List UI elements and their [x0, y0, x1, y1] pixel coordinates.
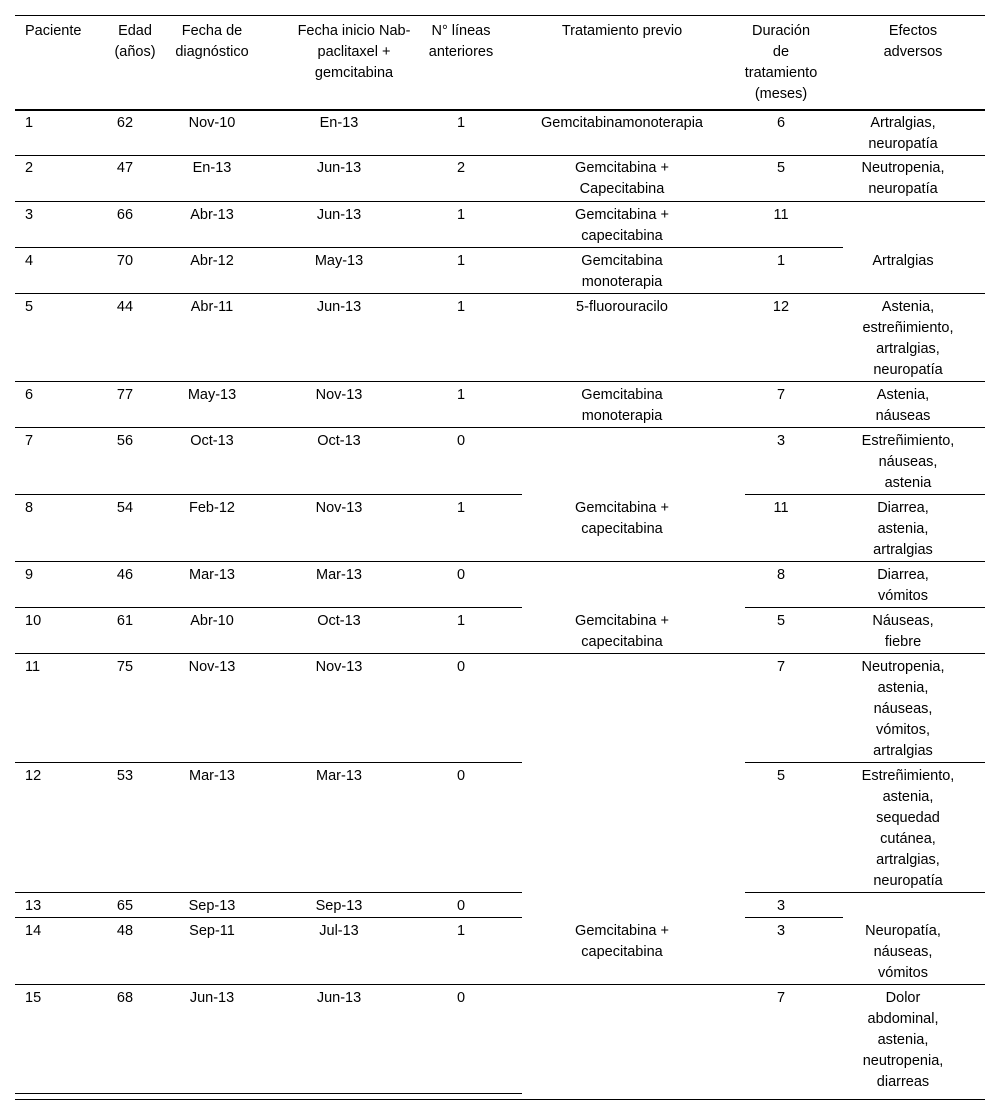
cell-age: 65 [116, 898, 134, 914]
row-divider [745, 607, 985, 608]
row-divider [15, 984, 985, 985]
cell-start-date: Jun-13 [316, 207, 362, 223]
cell-duration: 1 [776, 253, 786, 269]
row-divider [745, 762, 985, 763]
cell-start-date: Nov-13 [315, 659, 363, 675]
cell-adverse-effects: Diarrea, astenia, artralgias [873, 500, 933, 558]
row-divider [745, 917, 843, 918]
cell-patient: 5 [25, 299, 34, 315]
cell-prior-treatment: Gemcitabina monoterapia [581, 387, 663, 424]
cell-prior-treatment: 5-fluorouracilo [576, 299, 668, 315]
cell-duration: 5 [776, 613, 786, 629]
cell-start-date: Jun-13 [316, 160, 362, 176]
cell-duration: 7 [776, 659, 786, 675]
cell-patient: 14 [25, 923, 42, 939]
cell-prior-lines: 1 [456, 613, 466, 629]
header-bottom-rule [15, 109, 985, 111]
cell-age: 61 [116, 613, 134, 629]
cell-adverse-effects: Astenia, náuseas [875, 387, 931, 424]
header-age: Edad (años) [114, 23, 156, 60]
cell-age: 68 [116, 990, 134, 1006]
cell-adverse-effects-merged: Artralgias [872, 253, 934, 269]
cell-prior-treatment: Gemcitabina monoterapia [581, 253, 663, 290]
cell-duration: 8 [776, 567, 786, 583]
cell-patient: 7 [25, 433, 34, 449]
cell-prior-lines: 0 [456, 990, 466, 1006]
table-top-rule [15, 15, 985, 16]
cell-prior-treatment: Gemcitabinamonoterapia [540, 115, 703, 131]
cell-patient: 12 [25, 768, 42, 784]
cell-prior-lines: 0 [456, 898, 466, 914]
cell-prior-lines: 1 [456, 500, 466, 516]
cell-prior-lines: 1 [456, 207, 466, 223]
cell-diagnosis-date: Oct-13 [190, 433, 234, 449]
cell-prior-lines: 1 [456, 387, 466, 403]
row-divider [15, 155, 985, 156]
cell-diagnosis-date: Jun-13 [189, 990, 235, 1006]
cell-start-date: May-13 [314, 253, 364, 269]
cell-duration: 5 [776, 768, 786, 784]
cell-prior-lines: 0 [456, 567, 466, 583]
row-divider [15, 607, 522, 608]
cell-duration: 3 [776, 898, 786, 914]
cell-start-date: Jun-13 [316, 299, 362, 315]
cell-age: 47 [116, 160, 134, 176]
cell-diagnosis-date: Mar-13 [189, 768, 235, 784]
cell-patient: 11 [25, 659, 41, 675]
cell-start-date: Mar-13 [316, 567, 362, 583]
cell-diagnosis-date: Sep-11 [189, 923, 235, 939]
cell-duration: 7 [776, 990, 786, 1006]
cell-start-date: Jun-13 [316, 990, 362, 1006]
cell-diagnosis-date: Nov-13 [188, 659, 236, 675]
row-divider [745, 494, 985, 495]
cell-start-date: Sep-13 [315, 898, 363, 914]
cell-duration: 12 [772, 299, 790, 315]
cell-prior-lines: 0 [456, 659, 466, 675]
cell-adverse-effects: Diarrea, vómitos [877, 567, 929, 604]
cell-adverse-effects: Astenia, estreñimiento, artralgias, neuropatía [862, 299, 954, 378]
cell-prior-lines: 2 [456, 160, 466, 176]
cell-duration: 5 [776, 160, 786, 176]
cell-patient: 3 [25, 207, 34, 223]
cell-age: 44 [116, 299, 134, 315]
cell-start-date: Nov-13 [315, 500, 363, 516]
cell-diagnosis-date: Sep-13 [188, 898, 236, 914]
cell-prior-treatment: Gemcitabina + capecitabina [575, 923, 669, 960]
cell-patient: 4 [25, 253, 34, 269]
cell-diagnosis-date: Nov-10 [188, 115, 236, 131]
cell-diagnosis-date: Abr-11 [190, 299, 234, 315]
cell-age: 77 [116, 387, 134, 403]
cell-duration: 6 [776, 115, 786, 131]
header-duration: Duración de tratamiento (meses) [744, 23, 818, 102]
cell-start-date: Jul-13 [319, 923, 359, 939]
cell-age: 70 [116, 253, 134, 269]
row-divider [15, 917, 522, 918]
cell-prior-lines: 0 [456, 768, 466, 784]
row-divider [15, 892, 522, 893]
cell-patient: 15 [25, 990, 42, 1006]
row-divider [15, 247, 843, 248]
cell-prior-lines: 1 [456, 253, 466, 269]
cell-start-date: Nov-13 [315, 387, 363, 403]
row-divider [15, 561, 985, 562]
cell-diagnosis-date: Abr-10 [190, 613, 234, 629]
cell-adverse-effects: Estreñimiento, náuseas, astenia [861, 433, 955, 491]
cell-patient: 8 [25, 500, 34, 516]
cell-adverse-effects: Artralgias, neuropatía [868, 115, 938, 152]
cell-age: 62 [116, 115, 134, 131]
cell-duration: 3 [776, 433, 786, 449]
cell-adverse-effects: Neutropenia, neuropatía [861, 160, 945, 197]
row-divider [15, 201, 985, 202]
row-divider [15, 381, 985, 382]
cell-prior-lines: 1 [456, 299, 466, 315]
cell-adverse-effects: Náuseas, fiebre [872, 613, 934, 650]
cell-prior-lines: 0 [456, 433, 466, 449]
cell-diagnosis-date: Abr-13 [190, 207, 234, 223]
cell-patient: 9 [25, 567, 34, 583]
row-divider [15, 427, 985, 428]
cell-duration: 7 [776, 387, 786, 403]
cell-adverse-effects: Estreñimiento, astenia, sequedad cutánea, artralgias, neuropatía [861, 768, 955, 889]
header-diagnosis-date: Fecha de diagnóstico [175, 23, 249, 60]
cell-prior-treatment: Gemcitabina + capecitabina [575, 613, 669, 650]
cell-duration: 11 [773, 207, 789, 223]
header-prior-lines: N° líneas anteriores [428, 23, 494, 60]
cell-start-date: En-13 [319, 115, 359, 131]
cell-start-date: Mar-13 [316, 768, 362, 784]
cell-age: 53 [116, 768, 134, 784]
cell-patient: 6 [25, 387, 34, 403]
cell-age: 54 [116, 500, 134, 516]
cell-start-date: Oct-13 [317, 613, 361, 629]
header-start-date: Fecha inicio Nab- paclitaxel + gemcitabina [297, 23, 411, 81]
cell-prior-treatment: Gemcitabina + capecitabina [575, 207, 669, 244]
cell-duration: 3 [776, 923, 786, 939]
header-prior-treatment: Tratamiento previo [561, 23, 683, 39]
cell-patient: 13 [25, 898, 42, 914]
header-adverse-effects: Efectos adversos [883, 23, 943, 60]
cell-patient: 2 [25, 160, 34, 176]
cell-age: 48 [116, 923, 134, 939]
row-divider [15, 494, 522, 495]
cell-diagnosis-date: Feb-12 [189, 500, 235, 516]
cell-diagnosis-date: Mar-13 [189, 567, 235, 583]
cell-age: 66 [116, 207, 134, 223]
row-divider [15, 653, 985, 654]
cell-patient: 1 [25, 115, 34, 131]
row-divider [15, 1093, 522, 1094]
cell-diagnosis-date: May-13 [187, 387, 237, 403]
cell-age: 56 [116, 433, 134, 449]
cell-prior-treatment: Gemcitabina + capecitabina [575, 500, 669, 537]
row-divider [745, 892, 985, 893]
cell-adverse-effects: Neutropenia, astenia, náuseas, vómitos, artralgias [861, 659, 945, 759]
cell-adverse-effects-merged: Neuropatía, náuseas, vómitos [865, 923, 941, 981]
cell-prior-lines: 1 [456, 115, 466, 131]
cell-age: 46 [116, 567, 134, 583]
cell-adverse-effects: Dolor abdominal, astenia, neutropenia, diarreas [862, 990, 944, 1090]
row-divider [15, 762, 522, 763]
row-divider [15, 293, 985, 294]
cell-prior-treatment: Gemcitabina + Capecitabina [575, 160, 669, 197]
cell-diagnosis-date: Abr-12 [190, 253, 234, 269]
cell-age: 75 [116, 659, 134, 675]
cell-start-date: Oct-13 [317, 433, 361, 449]
cell-duration: 11 [773, 500, 789, 516]
header-patient: Paciente [25, 23, 82, 39]
cell-prior-lines: 1 [456, 923, 466, 939]
cell-patient: 10 [25, 613, 42, 629]
cell-diagnosis-date: En-13 [192, 160, 232, 176]
table-bottom-rule [15, 1099, 985, 1100]
